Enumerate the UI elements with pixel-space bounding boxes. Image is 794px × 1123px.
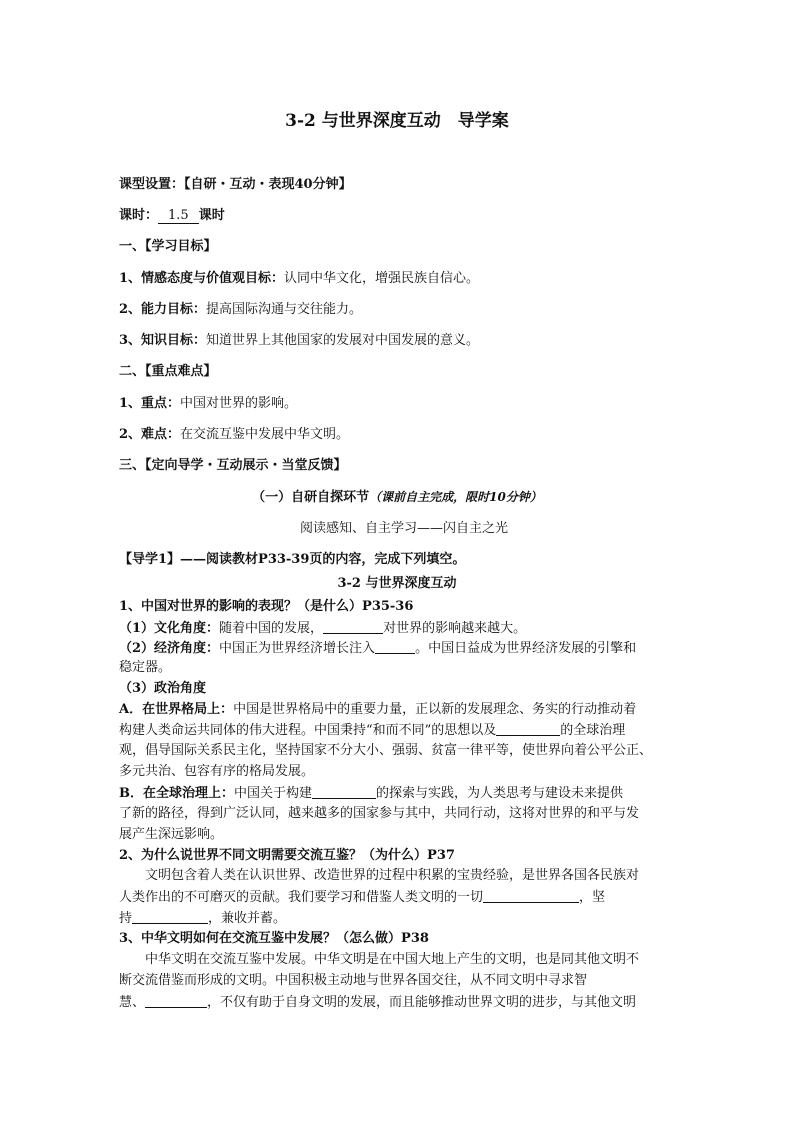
q1-econ-text-b: 。中国日益成为世界经济发展的引擎和 (415, 641, 637, 656)
q1-culture-text-a: 随着中国的发展， (219, 621, 324, 636)
course-type-label: 课型设置： (119, 177, 185, 192)
course-type-line (119, 177, 352, 193)
fill-blank-wisdom[interactable] (145, 994, 207, 1008)
q1-a-text-3: 的全球治理 (560, 723, 626, 738)
fill-blank-governance[interactable] (496, 722, 560, 736)
section-guide-heading: 三、【定向导学・互动展示・当堂反馈】 (119, 458, 347, 473)
sub-heading-line (0, 489, 794, 506)
q1-culture (119, 620, 526, 637)
q1-a-text-1: 中国是世界格局中的重要力量，正以新的发展理念、务实的行动推动着 (233, 702, 637, 717)
goal-2 (119, 302, 362, 318)
q2-text-2b: ，坚 (579, 890, 606, 905)
q1-econ-label: （2）经济角度： (119, 641, 220, 656)
fill-blank-culture[interactable] (323, 620, 383, 634)
sub-heading: （一）自研自探环节 (252, 490, 370, 505)
keypoint-2-label: 2、难点： (119, 427, 181, 442)
keypoint-1 (119, 396, 297, 412)
reading-line: 阅读感知、自主学习——闪自主之光 (300, 521, 509, 536)
q1-b-line-2: 了新的路径，得到广泛认同，越来越多的国家参与其中，共同行动，这将对世界的和平与发 (119, 806, 640, 821)
keypoint-1-label: 1、重点： (119, 396, 181, 411)
fill-blank-economy[interactable] (375, 640, 415, 654)
fill-blank-learn[interactable] (483, 889, 579, 903)
q3-text-3a: 慧、 (119, 995, 146, 1010)
section-keypoints-heading: 二、【重点难点】 (119, 364, 217, 379)
q1-b-text-1b: 的探索与实践，为人类思考与建设未来提供 (376, 786, 624, 801)
hours-suffix: 课时 (198, 208, 225, 223)
keypoint-2-text: 在交流互鉴中发展中华文明。 (180, 427, 350, 442)
q3-text-3b: ，不仅有助于自身文明的发展，而且能够推动世界文明的进步，与其他文明 (207, 995, 637, 1010)
course-type-value: 【自研・互动・表现40分钟】 (184, 177, 352, 192)
q2-text-3b: ，兼收并蓄。 (208, 911, 287, 926)
q3-line-2: 断交流借鉴而形成的文明。中国积极主动地与世界各国交往，从不同文明中寻求智 (119, 973, 588, 988)
q1-a-text-2: 构建人类命运共同体的伟大进程。中国秉持“和而不同”的思想以及 (119, 723, 497, 738)
q1-politics-label: （3）政治角度 (119, 681, 207, 696)
q2-text-2a: 人类作出的不可磨灭的贡献。我们要学习和借鉴人类文明的一切 (119, 890, 484, 905)
goal-1-text: 认同中华文化，增强民族自信心。 (284, 271, 480, 286)
goal-3 (119, 333, 479, 349)
section-objectives-heading: 一、【学习目标】 (119, 239, 217, 254)
q2-line-2 (119, 889, 605, 906)
q3-line-1: 中华文明在交流互鉴中发展。中华文明是在中国大地上产生的文明，也是同其他文明不 (145, 952, 640, 967)
keypoint-1-text: 中国对世界的影响。 (180, 396, 298, 411)
fill-blank-construct[interactable] (312, 785, 376, 799)
page-title: 3-2 与世界深度互动 导学案 (285, 111, 509, 131)
sub-heading-note: （课前自主完成，限时10分钟） (369, 490, 542, 504)
q1-a-label: A．在世界格局上： (119, 702, 234, 717)
q1-culture-text-b: 对世界的影响越来越大。 (383, 621, 527, 636)
q1-culture-label: （1）文化角度： (119, 621, 220, 636)
q2-line-1: 文明包含着人类在认识世界、改造世界的过程中积累的宝贵经验，是世界各国各民族对 (145, 868, 640, 883)
guide-1-label: 【导学1】——阅读教材P33-39页的内容，完成下列填空。 (119, 552, 466, 567)
q1-a-line-3: 观，倡导国际关系民主化，坚持国家不分大小、强弱、贫富一律平等，使世界向着公平公正、 (119, 743, 653, 758)
q2-heading: 2、为什么说世界不同文明需要交流互鉴？（为什么）P37 (119, 848, 455, 863)
q1-econ-text-a: 中国正为世界经济增长注入 (219, 641, 376, 656)
q1-a-line-1 (119, 702, 636, 718)
goal-2-label: 2、能力目标： (119, 302, 207, 317)
q1-heading: 1、中国对世界的影响的表现？（是什么）P35-36 (119, 599, 414, 614)
fill-blank-adhere[interactable] (132, 910, 208, 924)
goal-2-text: 提高国际沟通与交往能力。 (206, 302, 363, 317)
q1-b-line-1 (119, 785, 623, 802)
q1-b-text-1a: 中国关于构建 (234, 786, 313, 801)
q1-economy (119, 640, 636, 657)
q2-text-3a: 持 (119, 911, 133, 926)
hours-value: 1.5 (158, 208, 199, 224)
q3-heading: 3、中华文明如何在交流互鉴中发展？（怎么做）P38 (119, 931, 429, 946)
hours-line (119, 208, 225, 224)
q1-a-line-2 (119, 722, 625, 739)
goal-3-text: 知道世界上其他国家的发展对中国发展的意义。 (206, 333, 480, 348)
q2-line-3 (119, 910, 286, 927)
q3-line-3 (119, 994, 636, 1011)
q1-a-line-4: 多元共治、包容有序的格局发展。 (119, 764, 315, 779)
goal-3-label: 3、知识目标： (119, 333, 207, 348)
lesson-title: 3-2 与世界深度互动 (337, 576, 457, 591)
q1-economy-cont: 稳定器。 (119, 660, 172, 675)
goal-1 (119, 271, 479, 287)
keypoint-2 (119, 427, 349, 443)
q1-b-label: B．在全球治理上： (119, 786, 234, 801)
goal-1-label: 1、情感态度与价值观目标： (119, 271, 285, 286)
hours-label: 课时： (119, 208, 159, 223)
q1-b-line-3: 展产生深远影响。 (119, 827, 224, 842)
